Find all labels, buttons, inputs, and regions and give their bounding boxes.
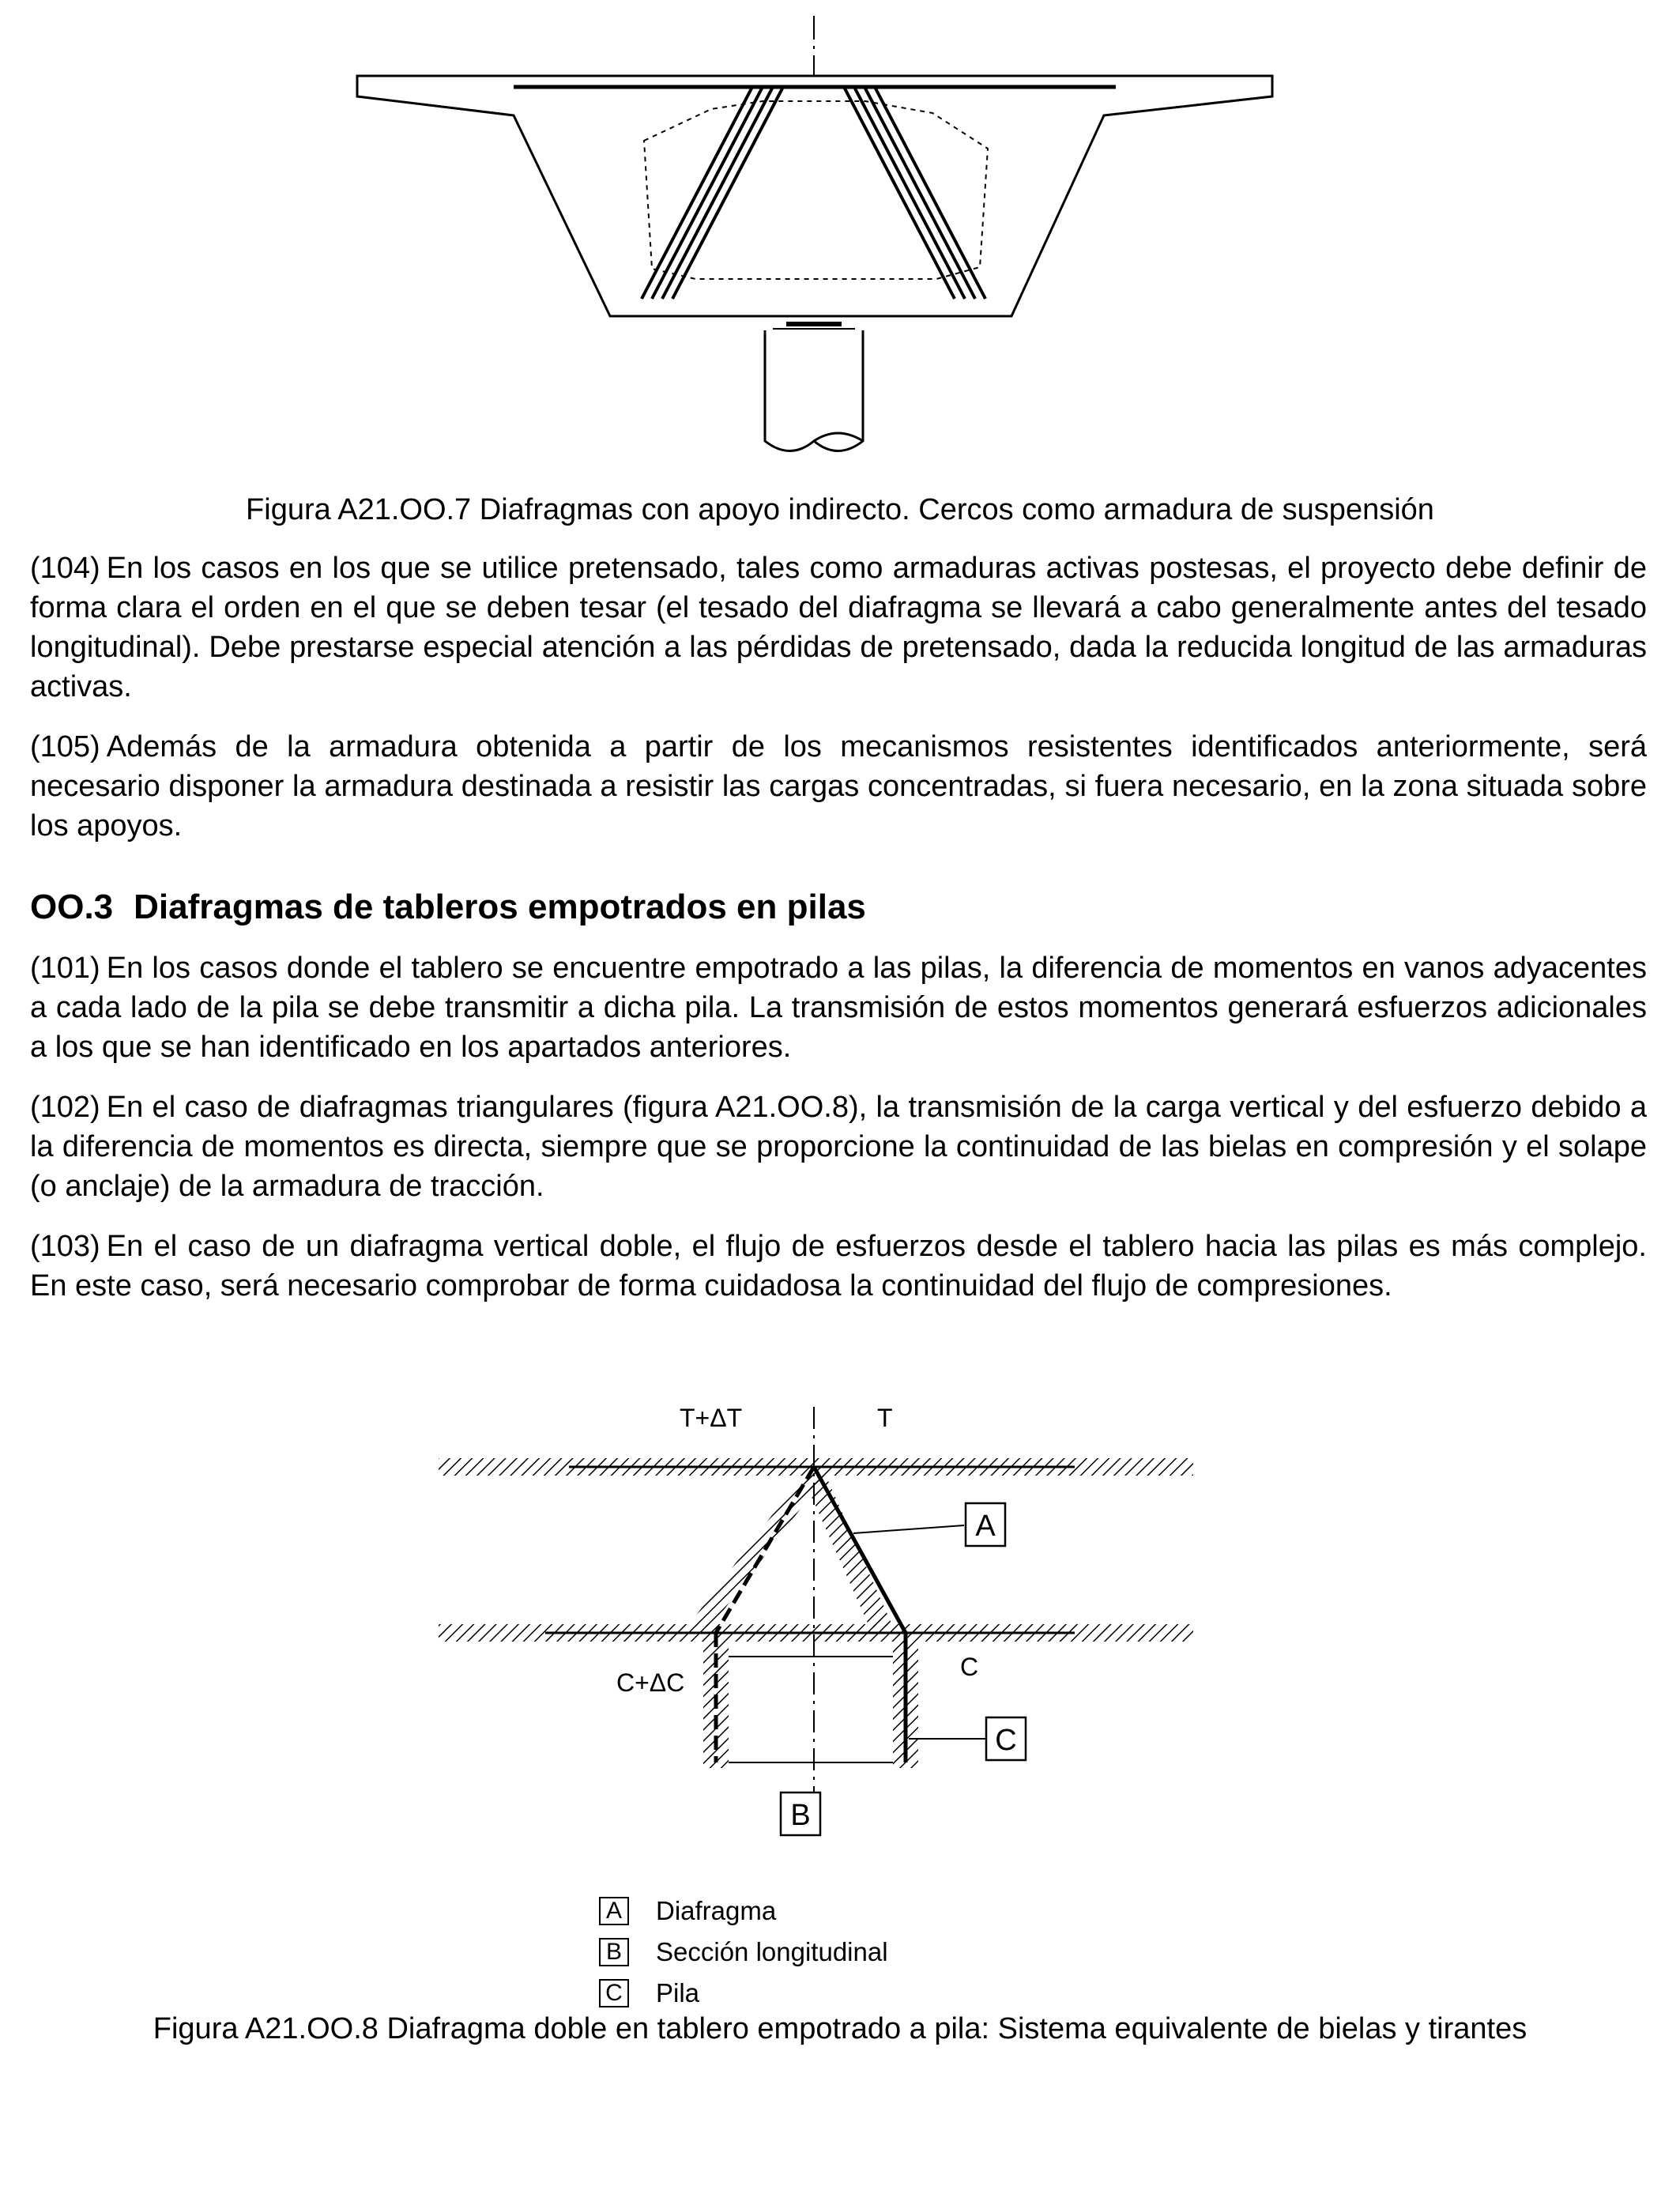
label-box-c: C bbox=[995, 1724, 1017, 1757]
paragraph-number: (102) bbox=[30, 1091, 100, 1124]
paragraph-text: En los casos donde el tablero se encuentre empotrado a las pilas, la diferencia de momentos en vanos adyacentes a cada lado de la pila se debe transmitir a dicha pila. La transmisión de estos momentos generará esfuerzos adicionales a los que se han identificado en los apartados anteriores. bbox=[30, 952, 1647, 1064]
legend-key: B bbox=[599, 1938, 629, 1966]
paragraph-102 bbox=[30, 1088, 1647, 1206]
label-box-a: A bbox=[975, 1510, 996, 1543]
paragraph-text: En el caso de un diafragma vertical doble, el flujo de esfuerzos desde el tablero hacia las pilas es más complejo. En este caso, será necesario comprobar de forma cuidadosa la continuidad del flujo de compresiones. bbox=[30, 1230, 1647, 1302]
paragraph-101 bbox=[30, 948, 1647, 1067]
legend-item bbox=[599, 1973, 888, 2014]
paragraph-105 bbox=[30, 727, 1647, 846]
figure-diaphragm-indirect-support bbox=[348, 14, 1280, 465]
figure-caption: Figura A21.OO.7 Diafragmas con apoyo indirecto. Cercos como armadura de suspensión bbox=[246, 493, 1434, 526]
label-t: T bbox=[877, 1404, 893, 1432]
label-c-delta-c: C+ΔC bbox=[616, 1668, 685, 1697]
figure-caption: Figura A21.OO.8 Diafragma doble en tablero empotrado a pila: Sistema equivalente de bielas y tirantes bbox=[153, 2012, 1527, 2045]
label-t-delta-t: T+ΔT bbox=[680, 1404, 743, 1432]
legend-item bbox=[599, 1932, 888, 1973]
legend-item bbox=[599, 1891, 888, 1932]
legend-label: Diafragma bbox=[656, 1896, 777, 1925]
legend-label: Pila bbox=[656, 1978, 700, 2007]
paragraph-number: (101) bbox=[30, 952, 100, 985]
section-heading bbox=[30, 885, 866, 929]
paragraph-number: (103) bbox=[30, 1230, 100, 1263]
paragraph-103 bbox=[30, 1227, 1647, 1306]
label-c: C bbox=[960, 1653, 979, 1681]
paragraph-text: Además de la armadura obtenida a partir de los mecanismos resistentes identificados anteriormente, será necesario disponer la armadura destinada a resistir las cargas concentradas, si fuera necesario, en la zona situada sobre los apoyos. bbox=[30, 730, 1647, 843]
legend-label: Sección longitudinal bbox=[656, 1937, 888, 1966]
legend-key: C bbox=[599, 1979, 629, 2007]
paragraph-text: En el caso de diafragmas triangulares (figura A21.OO.8), la transmisión de la carga vertical y del esfuerzo debido a la diferencia de momentos es directa, siempre que se proporcione la continuidad de las bielas en compresión y el solape (o anclaje) de la armadura de tracción. bbox=[30, 1091, 1647, 1203]
section-title: Diafragmas de tableros empotrados en pilas bbox=[134, 888, 866, 926]
legend-key: A bbox=[599, 1897, 629, 1925]
figure-double-diaphragm bbox=[427, 1391, 1217, 1849]
label-box-b: B bbox=[790, 1799, 811, 1832]
figure-legend bbox=[599, 1891, 888, 2014]
paragraph-text: En los casos en los que se utilice pretensado, tales como armaduras activas postesas, el proyecto debe definir de forma clara el orden en el que se deben tesar (el tesado del diafragma se llevará a cabo generalmente antes del tesado longitudinal). Debe prestarse especial atención a las pérdidas de pretensado, dada la reducida longitud de las armaduras activas. bbox=[30, 552, 1647, 703]
section-number: OO.3 bbox=[30, 888, 114, 926]
paragraph-number: (104) bbox=[30, 552, 100, 585]
paragraph-104 bbox=[30, 548, 1647, 707]
paragraph-number: (105) bbox=[30, 730, 100, 763]
